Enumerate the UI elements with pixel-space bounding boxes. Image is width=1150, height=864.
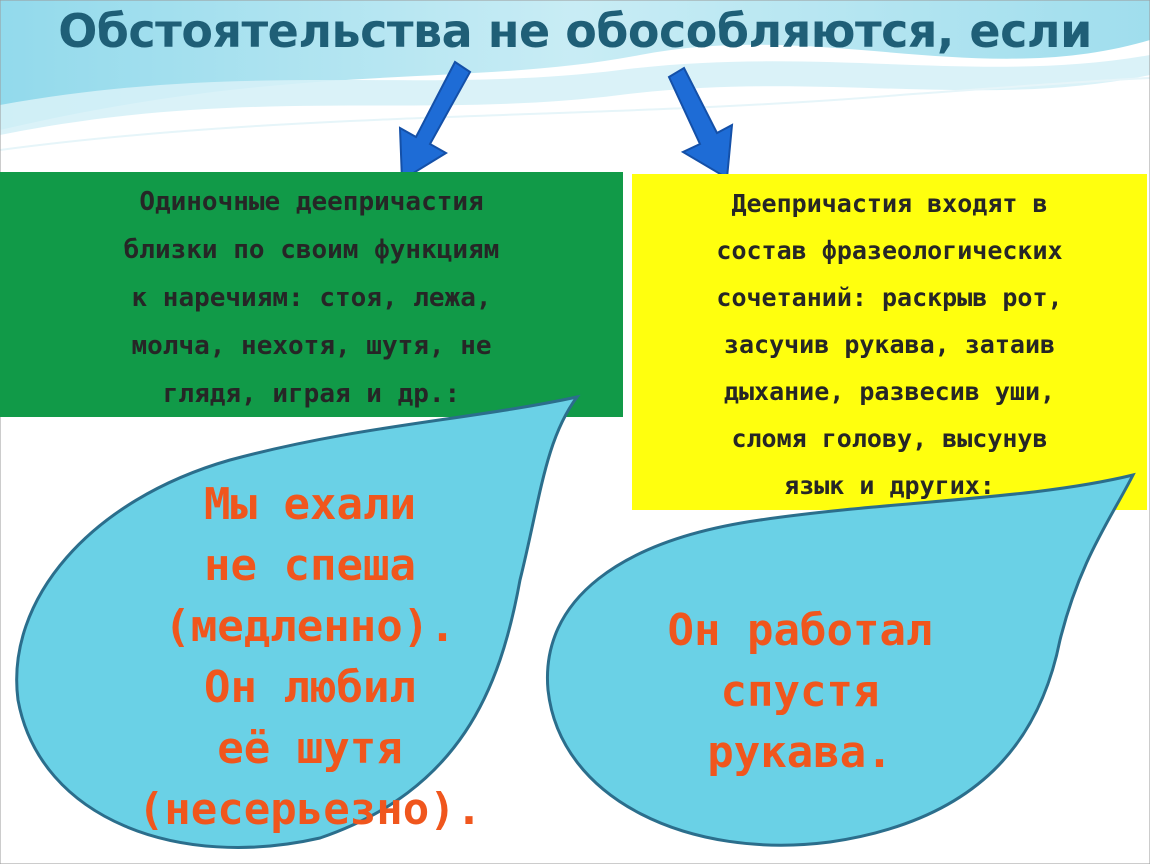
rule-text-phraseological: Деепричастия входят в состав фразеологических сочетаний: раскрыв рот, засучив рукава, затаив дыхание, развесив уши, сломя голову, высунув язык и других: — [716, 189, 1063, 500]
rule-text-single-gerunds: Одиночные деепричастия близки по своим функциям к наречиям: стоя, лежа, молча, нехотя, шутя, не глядя, играя и др.: — [123, 187, 500, 409]
example-text-spustya-rukava: Он работал спустя рукава. — [667, 605, 933, 778]
example-text-not-spesha: Мы ехали не спеша (медленно). Он любил её шутя (несерьезно). — [137, 479, 483, 835]
slide-title: Обстоятельства не обособляются, если — [58, 4, 1092, 58]
